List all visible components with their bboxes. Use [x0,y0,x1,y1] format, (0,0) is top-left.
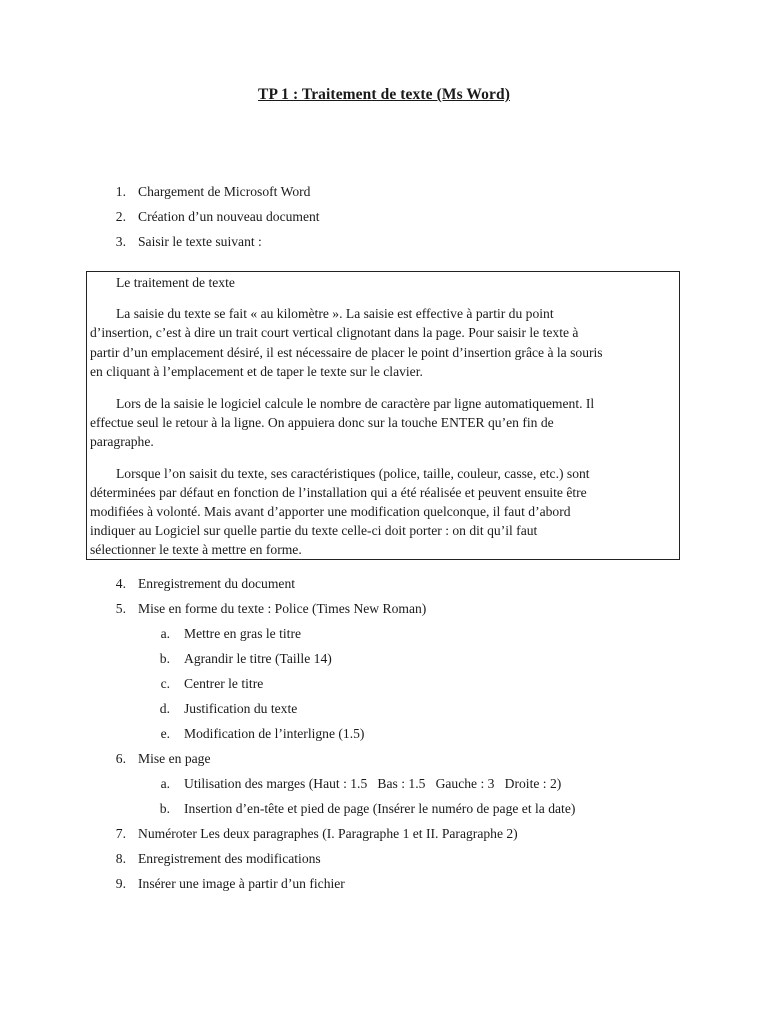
list-number: 4. [115,576,126,591]
paragraph-line: sélectionner le texte à mettre en forme. [90,542,302,557]
list-text: Numéroter Les deux paragraphes (I. Paragraphe 1 et II. Paragraphe 2) [138,826,518,841]
list-text: Enregistrement du document [138,576,296,591]
list-text: Mise en forme du texte : Police (Times New Roman) [138,601,427,616]
list-text: Modification de l’interligne (1.5) [184,726,365,741]
paragraph-line: Lors de la saisie le logiciel calcule le nombre de caractère par ligne automatiquement. Il [116,396,595,411]
sample-text-box [86,271,680,560]
list-text: Centrer le titre [184,676,264,691]
list-text: Agrandir le titre (Taille 14) [184,651,332,666]
list-number: 5. [115,601,126,616]
paragraph-line: Lorsque l’on saisit du texte, ses caractéristiques (police, taille, couleur, casse, etc.) sont [116,466,590,481]
page-title: TP 1 : Traitement de texte (Ms Word) [258,86,510,103]
list-text: Enregistrement des modifications [138,851,321,866]
list-letter: e. [160,726,170,741]
list-number: 1. [115,184,126,199]
list-letter: b. [159,651,170,666]
list-text: Justification du texte [184,701,298,716]
list-letter: c. [160,676,170,691]
paragraph-line: en cliquant à l’emplacement et de taper le texte sur le clavier. [90,364,423,379]
paragraph-line: partir d’un emplacement désiré, il est nécessaire de placer le point d’insertion grâce à la souris [90,345,603,360]
list-number: 8. [115,851,126,866]
list-text: Utilisation des marges (Haut : 1.5 Bas : 1.5 Gauche : 3 Droite : 2) [184,776,562,791]
paragraph-line: déterminées par défaut en fonction de l’installation qui a été réalisée et peuvent ensuite être [90,485,587,500]
list-text: Saisir le texte suivant : [138,234,262,249]
paragraph-line: La saisie du texte se fait « au kilomètre ». La saisie est effective à partir du point [116,306,554,321]
list-number: 2. [115,209,126,224]
box-heading: Le traitement de texte [116,275,235,290]
list-number: 6. [115,751,126,766]
list-text: Création d’un nouveau document [138,209,320,224]
list-letter: a. [160,776,170,791]
list-letter: b. [159,801,170,816]
list-letter: d. [159,701,170,716]
list-text: Mise en page [138,751,211,766]
list-text: Mettre en gras le titre [184,626,302,641]
paragraph-line: modifiées à volonté. Mais avant d’apporter une modification quelconque, il faut d’abord [90,504,571,519]
paragraph-line: paragraphe. [90,434,154,449]
list-text: Insertion d’en-tête et pied de page (Insérer le numéro de page et la date) [184,801,576,816]
list-number: 3. [115,234,126,249]
list-text: Insérer une image à partir d’un fichier [138,876,345,891]
list-number: 7. [115,826,126,841]
list-text: Chargement de Microsoft Word [138,184,311,199]
paragraph-line: effectue seul le retour à la ligne. On appuiera donc sur la touche ENTER qu’en fin de [90,415,554,430]
paragraph-line: indiquer au Logiciel sur quelle partie du texte celle-ci doit porter : on dit qu’il faut [90,523,538,538]
list-number: 9. [115,876,126,891]
paragraph-line: d’insertion, c’est à dire un trait court vertical clignotant dans la page. Pour saisir le texte à [90,325,579,340]
list-letter: a. [160,626,170,641]
